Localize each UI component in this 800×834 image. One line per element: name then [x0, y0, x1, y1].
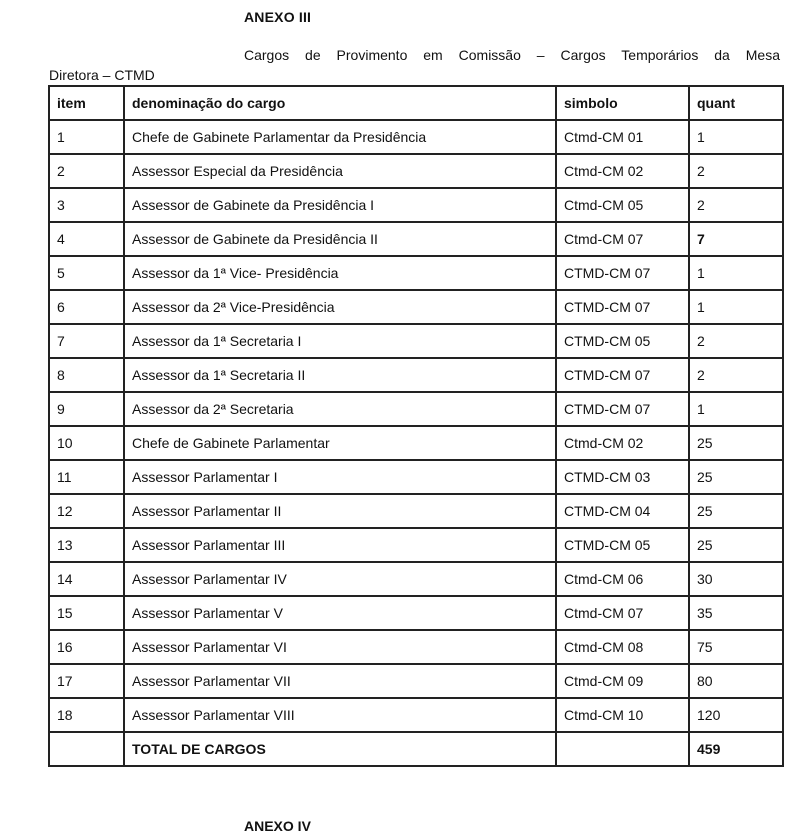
cell-item: 13	[49, 528, 124, 562]
cell-simbolo: Ctmd-CM 07	[556, 222, 689, 256]
header-denominacao: denominação do cargo	[124, 86, 556, 120]
total-item	[49, 732, 124, 766]
cell-denominacao: Assessor de Gabinete da Presidência II	[124, 222, 556, 256]
cell-item: 18	[49, 698, 124, 732]
cell-quant: 25	[689, 494, 783, 528]
cell-quant: 2	[689, 154, 783, 188]
cell-quant: 80	[689, 664, 783, 698]
cell-quant: 2	[689, 324, 783, 358]
table-row	[49, 324, 783, 358]
table-row	[49, 188, 783, 222]
total-simbolo	[556, 732, 689, 766]
cell-simbolo: Ctmd-CM 10	[556, 698, 689, 732]
cell-item: 8	[49, 358, 124, 392]
cell-denominacao: Assessor Especial da Presidência	[124, 154, 556, 188]
cell-quant: 1	[689, 290, 783, 324]
annex-subtitle-continuation: Diretora – CTMD	[49, 67, 155, 83]
table-row	[49, 596, 783, 630]
cell-denominacao: Assessor Parlamentar II	[124, 494, 556, 528]
cell-quant: 30	[689, 562, 783, 596]
cell-item: 16	[49, 630, 124, 664]
table-row	[49, 460, 783, 494]
table-row	[49, 630, 783, 664]
cell-item: 11	[49, 460, 124, 494]
cell-denominacao: Assessor Parlamentar I	[124, 460, 556, 494]
cell-simbolo: CTMD-CM 05	[556, 528, 689, 562]
cell-simbolo: CTMD-CM 07	[556, 358, 689, 392]
cell-denominacao: Assessor de Gabinete da Presidência I	[124, 188, 556, 222]
annex-heading: ANEXO III	[244, 9, 312, 25]
cell-simbolo: CTMD-CM 05	[556, 324, 689, 358]
cell-simbolo: Ctmd-CM 08	[556, 630, 689, 664]
cell-item: 7	[49, 324, 124, 358]
total-denominacao: TOTAL DE CARGOS	[124, 732, 556, 766]
cell-denominacao: Assessor da 1ª Secretaria II	[124, 358, 556, 392]
cell-denominacao: Assessor da 1ª Vice- Presidência	[124, 256, 556, 290]
cell-item: 5	[49, 256, 124, 290]
cell-simbolo: Ctmd-CM 02	[556, 426, 689, 460]
annex-subtitle: Cargos de Provimento em Comissão – Cargos Temporários da Mesa	[244, 47, 780, 63]
cell-denominacao: Chefe de Gabinete Parlamentar da Presidência	[124, 120, 556, 154]
cell-quant: 2	[689, 358, 783, 392]
table-row	[49, 222, 783, 256]
table-row	[49, 528, 783, 562]
cell-quant: 1	[689, 120, 783, 154]
cell-item: 12	[49, 494, 124, 528]
cell-item: 3	[49, 188, 124, 222]
next-annex-heading: ANEXO IV	[244, 818, 311, 834]
table-header-row	[49, 86, 783, 120]
table-row	[49, 120, 783, 154]
header-item: item	[49, 86, 124, 120]
cell-item: 6	[49, 290, 124, 324]
cell-denominacao: Assessor Parlamentar VI	[124, 630, 556, 664]
cell-simbolo: CTMD-CM 07	[556, 392, 689, 426]
table-row	[49, 154, 783, 188]
cell-denominacao: Assessor da 2ª Vice-Presidência	[124, 290, 556, 324]
cell-item: 14	[49, 562, 124, 596]
cell-simbolo: CTMD-CM 04	[556, 494, 689, 528]
table-row	[49, 290, 783, 324]
table-row	[49, 392, 783, 426]
table-row	[49, 358, 783, 392]
cell-simbolo: Ctmd-CM 06	[556, 562, 689, 596]
cell-quant: 75	[689, 630, 783, 664]
cell-quant: 25	[689, 426, 783, 460]
cell-item: 4	[49, 222, 124, 256]
cell-item: 2	[49, 154, 124, 188]
cell-item: 1	[49, 120, 124, 154]
table-row	[49, 562, 783, 596]
cell-simbolo: CTMD-CM 03	[556, 460, 689, 494]
cell-simbolo: CTMD-CM 07	[556, 256, 689, 290]
header-simbolo: simbolo	[556, 86, 689, 120]
table-row	[49, 426, 783, 460]
header-quant: quant	[689, 86, 783, 120]
cell-denominacao: Assessor da 2ª Secretaria	[124, 392, 556, 426]
cell-simbolo: Ctmd-CM 05	[556, 188, 689, 222]
cell-simbolo: Ctmd-CM 02	[556, 154, 689, 188]
cell-item: 17	[49, 664, 124, 698]
cell-denominacao: Assessor Parlamentar VIII	[124, 698, 556, 732]
cell-denominacao: Assessor da 1ª Secretaria I	[124, 324, 556, 358]
cell-denominacao: Assessor Parlamentar VII	[124, 664, 556, 698]
table-row	[49, 698, 783, 732]
cell-item: 10	[49, 426, 124, 460]
cell-simbolo: CTMD-CM 07	[556, 290, 689, 324]
cell-simbolo: Ctmd-CM 07	[556, 596, 689, 630]
table-row	[49, 664, 783, 698]
cell-item: 9	[49, 392, 124, 426]
cell-denominacao: Chefe de Gabinete Parlamentar	[124, 426, 556, 460]
cell-quant: 120	[689, 698, 783, 732]
cell-simbolo: Ctmd-CM 09	[556, 664, 689, 698]
table-row	[49, 256, 783, 290]
cell-quant: 7	[689, 222, 783, 256]
cell-quant: 25	[689, 460, 783, 494]
positions-table	[48, 85, 784, 767]
table-body	[49, 120, 783, 766]
cell-quant: 35	[689, 596, 783, 630]
cell-simbolo: Ctmd-CM 01	[556, 120, 689, 154]
cell-quant: 25	[689, 528, 783, 562]
cell-quant: 1	[689, 392, 783, 426]
cell-denominacao: Assessor Parlamentar V	[124, 596, 556, 630]
cell-denominacao: Assessor Parlamentar IV	[124, 562, 556, 596]
cell-item: 15	[49, 596, 124, 630]
table-row	[49, 494, 783, 528]
cell-quant: 1	[689, 256, 783, 290]
cell-quant: 2	[689, 188, 783, 222]
total-quant: 459	[689, 732, 783, 766]
cell-denominacao: Assessor Parlamentar III	[124, 528, 556, 562]
table-total-row	[49, 732, 783, 766]
